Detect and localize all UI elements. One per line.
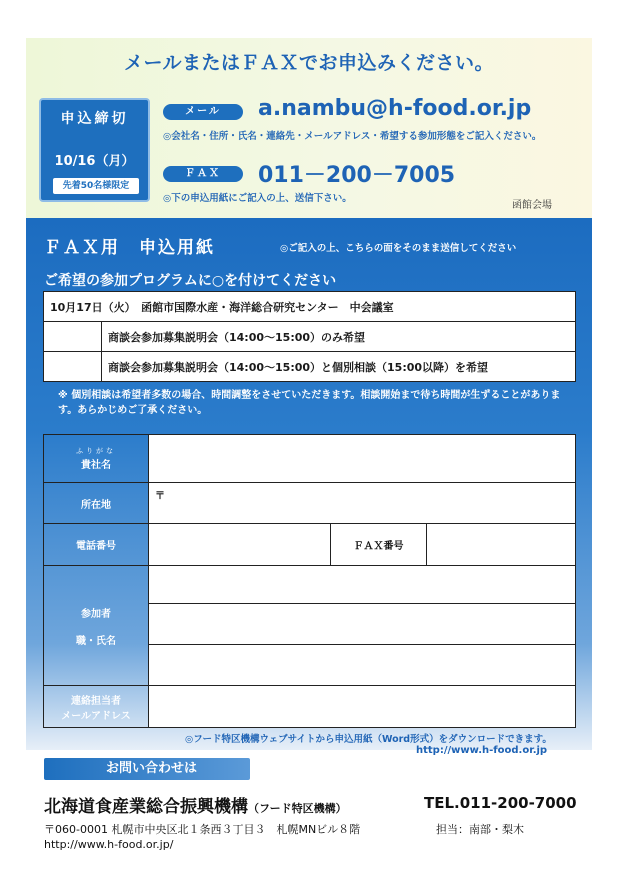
postal-mark: 〒 <box>155 491 165 502</box>
fax-number-label: ＦＡＸ番号 <box>331 524 427 566</box>
download-link[interactable]: http://www.h-food.or.jp <box>416 745 548 756</box>
mail-label-pill: メール <box>163 104 243 120</box>
program-heading: ご希望の参加プログラムに○を付けてください <box>44 273 337 289</box>
org-name-line <box>44 792 347 817</box>
org-address: 〒060-0001 札幌市中央区北１条西３丁目３ 札幌MNビル８階 <box>44 823 361 836</box>
staff-contact: 担当：南部・梨木 <box>436 823 524 836</box>
deadline-box <box>39 98 150 202</box>
fax-number-field[interactable] <box>427 524 576 566</box>
org-url[interactable]: http://www.h-food.or.jp/ <box>44 838 174 851</box>
org-tel: TEL.011-200-7000 <box>424 794 577 812</box>
option-1-label: 商談会参加募集説明会（14:00～15:00）のみ希望 <box>102 322 576 352</box>
participant-label <box>44 566 149 686</box>
participant-label-line2: 職・氏名 <box>76 635 116 647</box>
session-line: 10月17日（火） 函館市国際水産・海洋総合研究センター 中会議室 <box>44 292 576 322</box>
address-label: 所在地 <box>44 483 149 524</box>
fax-note: ◎下の申込用紙にご記入の上、送信下さい。 <box>163 193 352 204</box>
mail-address[interactable]: a.nambu@h-food.or.jp <box>258 96 532 121</box>
form-subtitle: ◎ご記入の上、こちらの面をそのまま送信してください <box>280 243 517 254</box>
fax-label-pill: ＦＡＸ <box>163 166 243 182</box>
application-form <box>43 434 576 728</box>
deadline-title: 申込締切 <box>60 111 129 127</box>
org-name: 北海道食産業総合振興機構 <box>44 797 248 817</box>
phone-label: 電話番号 <box>44 524 149 566</box>
furigana-label: ふりがな <box>76 447 116 455</box>
venue-label: 函館会場 <box>512 200 552 211</box>
form-title: ＦＡＸ用 申込用紙 <box>44 238 215 258</box>
org-short-name: （フード特区機構） <box>248 802 347 815</box>
contact-label <box>44 686 149 728</box>
org-address-line <box>44 821 524 837</box>
company-label-text: 貴社名 <box>81 460 111 471</box>
participant-field-3[interactable] <box>149 645 576 686</box>
download-note: ◎フード特区機構ウェブサイトから申込用紙（Word形式）をダウンロードできます。 <box>185 734 552 745</box>
contact-email-field[interactable] <box>149 686 576 728</box>
deadline-limit-badge: 先着50名様限定 <box>53 178 139 194</box>
company-label <box>44 435 149 483</box>
contact-label-line2: メールアドレス <box>61 710 131 722</box>
deadline-date: 10/16（月） <box>54 154 135 169</box>
participant-field-1[interactable] <box>149 566 576 604</box>
program-remark: ※ 個別相談は希望者多数の場合、時間調整をさせていただきます。相談開始まで待ち時間が生ずることがあります。あらかじめご了承ください。 <box>58 390 561 416</box>
address-field[interactable] <box>149 483 576 524</box>
fax-number: 011－200－7005 <box>258 163 456 188</box>
option-2-checkbox[interactable] <box>44 352 102 382</box>
mail-note: ◎会社名・住所・氏名・連絡先・メールアドレス・希望する参加形態をご記入ください。 <box>163 131 542 142</box>
contact-label-line1: 連絡担当者 <box>71 695 121 707</box>
phone-field[interactable] <box>149 524 331 566</box>
option-2-label: 商談会参加募集説明会（14:00～15:00）と個別相談（15:00以降）を希望 <box>102 352 576 382</box>
inquiry-bar: お問い合わせは <box>44 758 250 780</box>
participant-field-2[interactable] <box>149 604 576 645</box>
participant-label-line1: 参加者 <box>81 608 111 620</box>
page-headline: メールまたはＦＡＸでお申込みください。 <box>123 52 495 74</box>
company-field[interactable] <box>149 435 576 483</box>
program-table <box>43 291 576 382</box>
option-1-checkbox[interactable] <box>44 322 102 352</box>
